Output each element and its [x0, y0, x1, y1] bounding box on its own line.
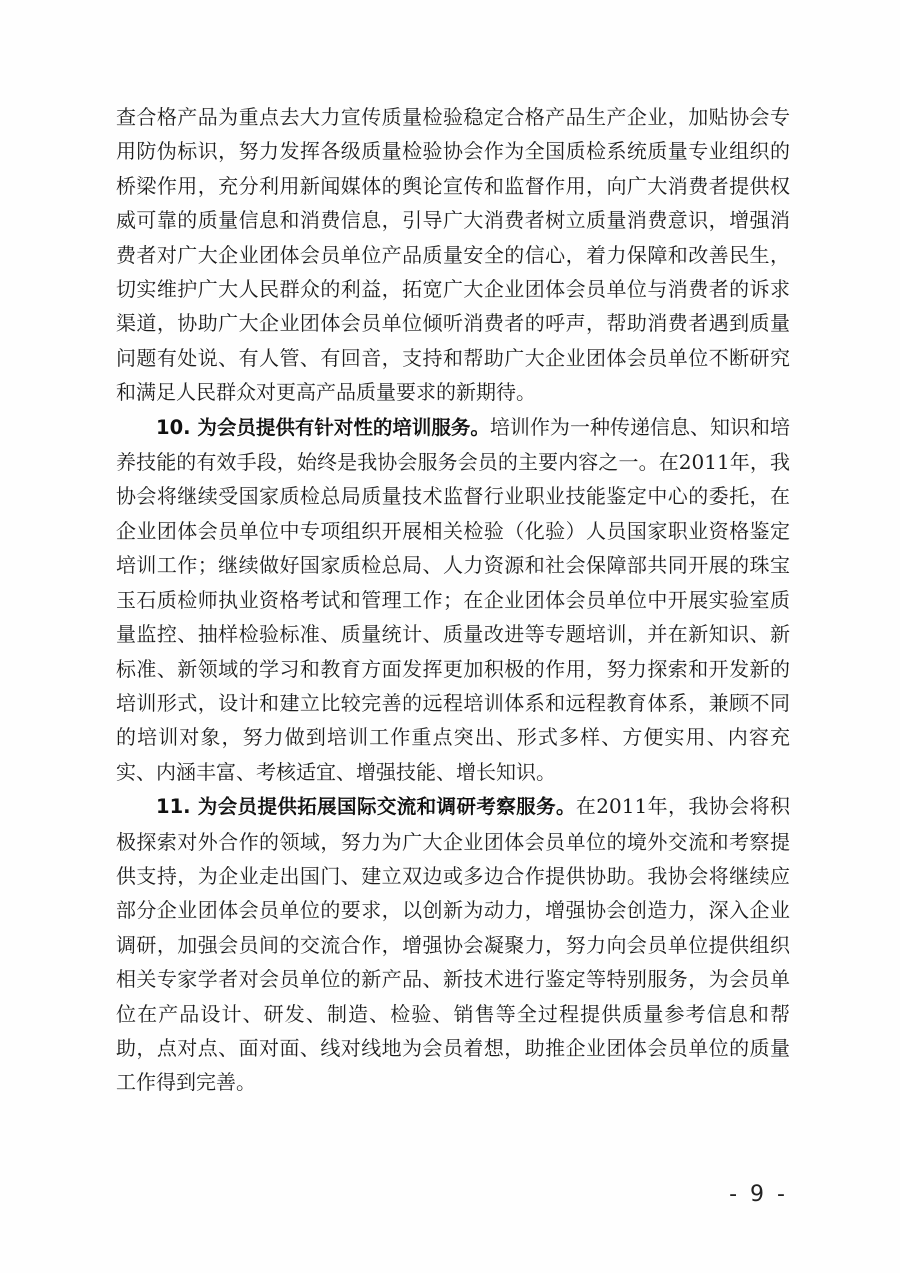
paragraph-text: 培训作为一种传递信息、知识和培养技能的有效手段，始终是我协会服务会员的主要内容之一。在2011年，我协会将继续受国家质检总局质量技术监督行业职业技能鉴定中心的委托，在企业团体会员单位中专项组织开展相关检验（化验）人员国家职业资格鉴定培训工作；继续做好国家质检总局、人力资源和社会保障部共同开展的珠宝玉石质检师执业资格考试和管理工作；在企业团体会员单位中开展实验室质量监控、抽样检验标准、质量统计、质量改进等专题培训，并在新知识、新标准、新领域的学习和教育方面发挥更加积极的作用，努力探索和开发新的培训形式，设计和建立比较完善的远程培训体系和远程教育体系，兼顾不同的培训对象，努力做到培训工作重点突出、形式多样、方便实用、内容充实、内涵丰富、考核适宜、增强技能、增长知识。	[116, 414, 790, 784]
page-number: - 9 -	[729, 1182, 788, 1207]
section-heading-11: 11. 为会员提供拓展国际交流和调研考察服务。	[156, 795, 576, 819]
paragraph-text: 在2011年，我协会将积极探索对外合作的领域，努力为广大企业团体会员单位的境外交流和考察提供支持，为企业走出国门、建立双边或多边合作提供协助。我协会将继续应部分企业团体会员单位的要求，以创新为动力，增强协会创造力，深入企业调研，加强会员间的交流合作，增强协会凝聚力，努力向会员单位提供组织相关专家学者对会员单位的新产品、新技术进行鉴定等特别服务，为会员单位在产品设计、研发、制造、检验、销售等全过程提供质量参考信息和帮助，点对点、面对面、线对线地为会员着想，助推企业团体会员单位的质量工作得到完善。	[116, 794, 790, 1095]
document-body	[116, 100, 790, 1100]
section-heading-10: 10. 为会员提供有针对性的培训服务。	[156, 415, 490, 439]
paragraph-international-exchange	[116, 789, 790, 1100]
paragraph-training-service	[116, 410, 790, 789]
paragraph-text: 查合格产品为重点去大力宣传质量检验稳定合格产品生产企业，加贴协会专用防伪标识，努力发挥各级质量检验协会作为全国质检系统质量专业组织的桥梁作用，充分利用新闻媒体的舆论宣传和监督作用，向广大消费者提供权威可靠的质量信息和消费信息，引导广大消费者树立质量消费意识，增强消费者对广大企业团体会员单位产品质量安全的信心，着力保障和改善民生，切实维护广大人民群众的利益，拓宽广大企业团体会员单位与消费者的诉求渠道，协助广大企业团体会员单位倾听消费者的呼声，帮助消费者遇到质量问题有处说、有人管、有回音，支持和帮助广大企业团体会员单位不断研究和满足人民群众对更高产品质量要求的新期待。	[116, 105, 790, 405]
paragraph-continuation	[116, 100, 790, 410]
